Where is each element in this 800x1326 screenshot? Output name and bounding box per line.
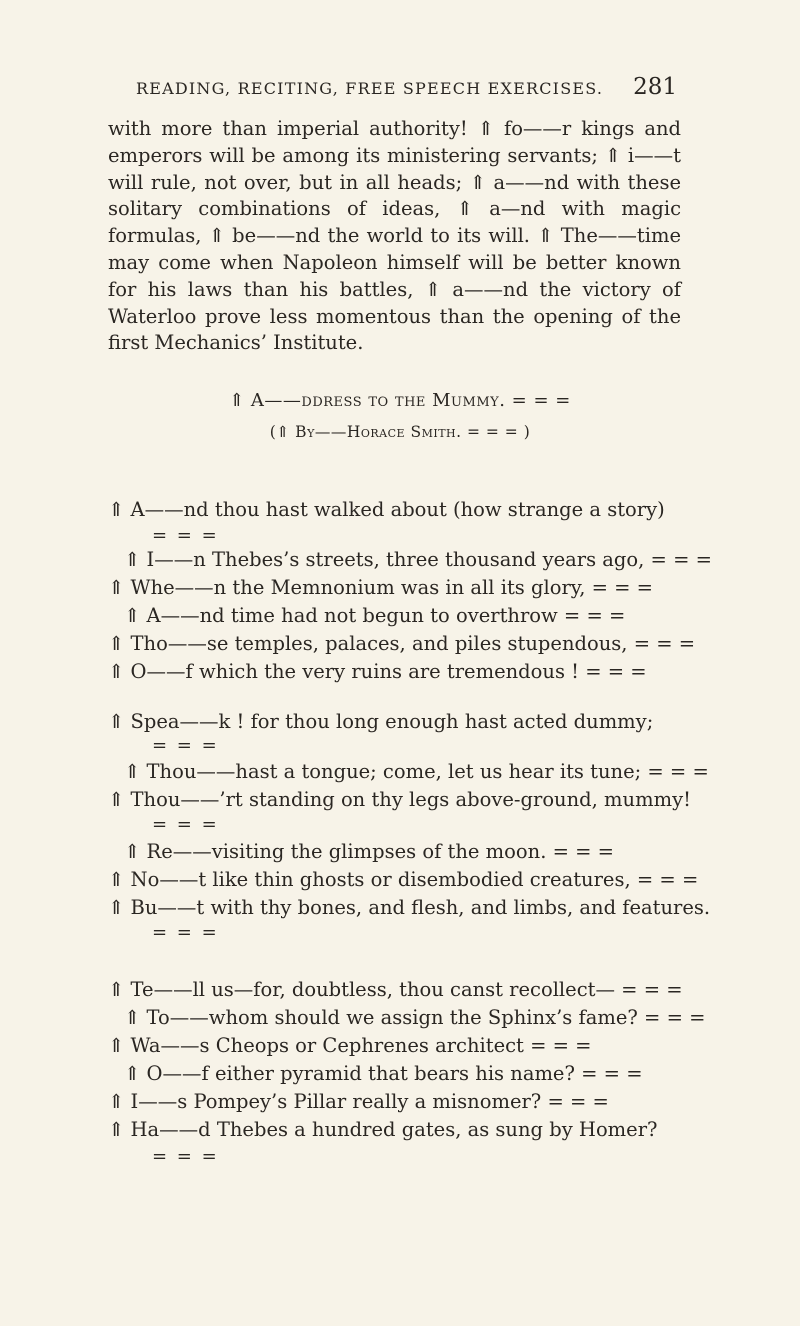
verse-line: ⇑ O——f either pyramid that bears his name? = = = <box>124 1062 643 1085</box>
verse-line: ⇑ Spea——k ! for thou long enough hast acted dummy; <box>108 710 654 733</box>
verse-line: ⇑ I——n Thebes’s streets, three thousand years ago, = = = <box>124 548 712 571</box>
running-head: READING, RECITING, FREE SPEECH EXERCISES. <box>136 79 604 98</box>
verse-line: ⇑ Whe——n the Memnonium was in all its glory, = = = <box>108 576 654 599</box>
verse-line: ⇑ No——t like thin ghosts or disembodied creatures, = = = <box>108 868 699 891</box>
verse-line: ⇑ Wa——s Cheops or Cephrenes architect = = = <box>108 1034 592 1057</box>
verse-line: ⇑ Te——ll us—for, doubtless, thou canst recollect— = = = <box>108 978 683 1001</box>
continuation-mark: = = = <box>152 735 219 756</box>
verse-line: ⇑ Re——visiting the glimpses of the moon. = = = <box>124 840 615 863</box>
poem-byline: (⇑ By——Horace Smith. = = = ) <box>269 423 531 441</box>
continuation-mark: = = = <box>152 1146 219 1167</box>
poem-title: ⇑ A——ddress to the Mummy. = = = <box>229 390 571 411</box>
continuation-mark: = = = <box>152 922 219 943</box>
verse-line: ⇑ I——s Pompey’s Pillar really a misnomer? = = = <box>108 1090 609 1113</box>
verse-line: ⇑ Tho——se temples, palaces, and piles stupendous, = = = <box>108 632 696 655</box>
verse-line: ⇑ Bu——t with thy bones, and flesh, and limbs, and features. <box>108 896 711 919</box>
page-number: 281 <box>633 74 677 100</box>
prose-paragraph: with more than imperial authority! ⇑ fo——r kings and emperors will be among its ministering servants; ⇑ i——t will rule, not over, but in all heads; ⇑ a——nd with these solitary combinations of ideas, ⇑ a—nd with magic formulas, ⇑ be——nd the world to its will. ⇑ The——time may come when Napoleon himself will be better known for his laws than his battles, ⇑ a——nd the victory of Waterloo prove less momentous than the opening of the first Mechanics’ Institute. <box>108 117 681 355</box>
verse-line: ⇑ Thou——’rt standing on thy legs above-ground, mummy! <box>108 788 691 811</box>
verse-line: ⇑ Thou——hast a tongue; come, let us hear its tune; = = = <box>124 760 709 783</box>
continuation-mark: = = = <box>152 525 219 546</box>
verse-line: ⇑ A——nd thou hast walked about (how strange a story) <box>108 498 665 521</box>
verse-line: ⇑ O——f which the very ruins are tremendous ! = = = <box>108 660 647 683</box>
verse-line: ⇑ Ha——d Thebes a hundred gates, as sung by Homer? <box>108 1118 658 1141</box>
verse-line: ⇑ To——whom should we assign the Sphinx’s fame? = = = <box>124 1006 706 1029</box>
verse-line: ⇑ A——nd time had not begun to overthrow = = = <box>124 604 626 627</box>
continuation-mark: = = = <box>152 814 219 835</box>
